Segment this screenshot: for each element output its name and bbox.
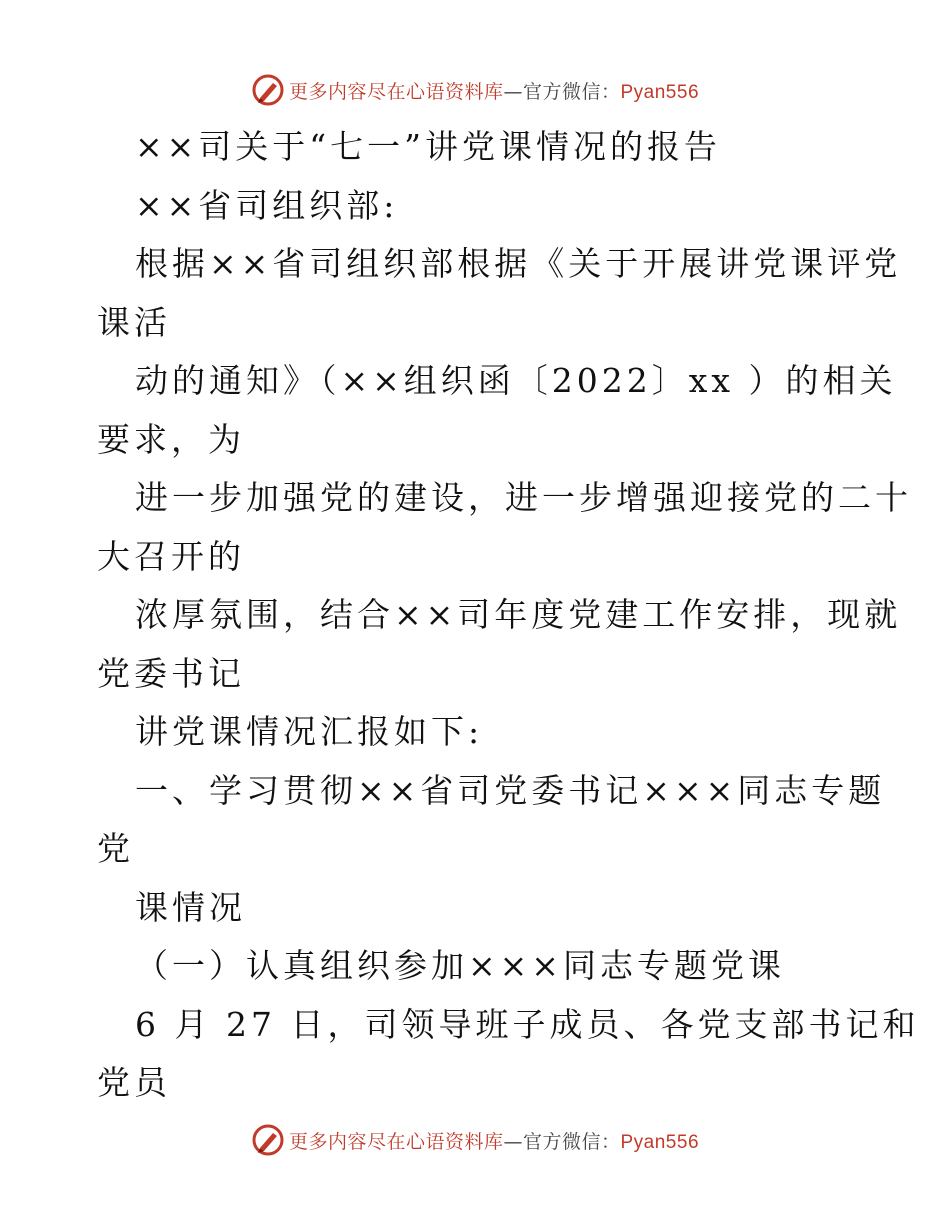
pen-logo-icon — [251, 73, 285, 107]
document-line: ××司关于“七一”讲党课情况的报告 — [135, 127, 722, 166]
watermark-title: 更多内容尽在心语资料库 — [288, 80, 504, 103]
watermark-text — [289, 1127, 699, 1154]
pen-logo-icon — [251, 1123, 285, 1157]
document-line: 课情况 — [135, 887, 246, 927]
document-line: 6 月 27 日，司领导班子成员、各党支部书记和 — [135, 1004, 920, 1044]
document-line: 党 — [97, 829, 134, 868]
document-line: ××省司组织部: — [135, 185, 399, 225]
document-body — [97, 118, 920, 1113]
watermark-suffix: 官方微信： — [522, 1130, 621, 1153]
document-line: （一）认真组织参加×××同志专题党课 — [135, 946, 785, 985]
watermark-suffix: 官方微信： — [522, 80, 621, 103]
document-line: 党员 — [97, 1063, 171, 1102]
document-line: 党委书记 — [97, 653, 245, 693]
footer-watermark — [0, 1120, 950, 1160]
document-line: 大召开的 — [97, 536, 245, 576]
watermark-id: Pyan556 — [620, 1131, 700, 1153]
document-line: 课活 — [97, 302, 171, 342]
watermark-id: Pyan556 — [620, 81, 700, 103]
document-line: 动的通知》（××组织函〔2022〕xx ）的相关 — [135, 361, 897, 400]
document-line: 要求，为 — [97, 419, 245, 459]
watermark-title: 更多内容尽在心语资料库 — [288, 1130, 504, 1153]
document-line: 根据××省司组织部根据《关于开展讲党课评党 — [135, 244, 902, 283]
document-line: 讲党课情况汇报如下: — [135, 712, 484, 751]
header-watermark — [0, 70, 950, 110]
watermark-text — [289, 77, 699, 104]
document-line: 一、学习贯彻××省司党委书记×××同志专题 — [135, 770, 886, 810]
document-line: 浓厚氛围，结合××司年度党建工作安排，现就 — [135, 595, 902, 634]
watermark-separator: — — [503, 80, 523, 103]
watermark-separator: — — [503, 1130, 523, 1153]
document-line: 进一步加强党的建设，进一步增强迎接党的二十 — [135, 478, 912, 517]
